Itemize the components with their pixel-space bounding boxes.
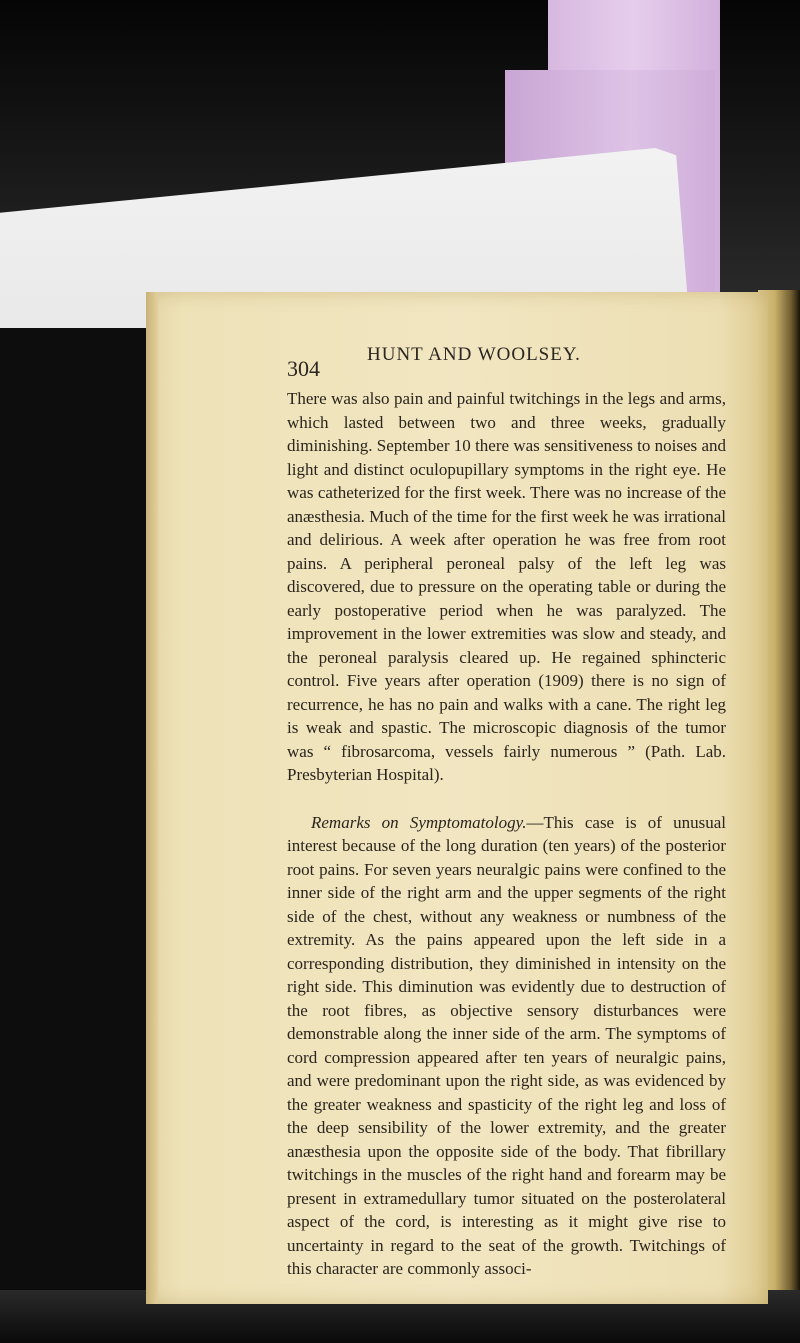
page-number: 304 <box>287 356 320 381</box>
page-gutter-rim <box>146 292 158 1304</box>
paragraph-1: There was also pain and painful twitchings in the legs and arms, which lasted between two and three weeks, gradually diminishing. September 10 there was sensitiveness to noises and light and distinct oculopupillary symptoms in the right eye. He was catheterized for the first week. There was no increase of the anæsthesia. Much of the time for the first week he was irrational and delirious. A week after operation he was free from root pains. A peripheral peroneal palsy of the left leg was discovered, due to pressure on the operating table or during the early postoperative period when he was paralyzed. The improvement in the lower extremities was slow and steady, and the peroneal paralysis cleared up. He regained sphincteric control. Five years after operation (1909) there is no sign of recurrence, he has no pain and walks with a cane. The right leg is weak and spastic. The microscopic diagnosis of the tumor was “ fibrosarcoma, vessels fairly numerous ” (Path. Lab. Presbyterian Hospital). <box>287 389 726 784</box>
paragraph-2-body: —This case is of unusual interest because of the long duration (ten years) of the posterior root pains. For seven years neuralgic pains were confined to the inner side of the right arm and the upper segments of the right side of the chest, without any weakness or numbness of the extremity. As the pains appeared upon the left side in a corresponding distribution, they diminished in intensity on the right side. This diminution was evidently due to destruction of the root fibres, as objective sensory disturbances were demonstrable along the inner side of the arm. The symptoms of cord compression appeared after ten years of neuralgic pains, and were predominant upon the right side, as was evidenced by the greater weakness and spasticity of the right leg and loss of the deep sensibility of the lower extremity, and the greater anæsthesia upon the opposite side of the body. That fibrillary twitchings in the muscles of the right hand and forearm may be present in extramedullary tumor situated on the posterolateral aspect of the cord, is interesting as it might give rise to uncertainty in regard to the seat of the growth. Twitchings of this character are commonly associ- <box>287 812 726 1278</box>
body-text <box>287 387 726 1281</box>
paragraph-2 <box>287 811 726 1281</box>
running-head: HUNT AND WOOLSEY. <box>367 344 581 365</box>
section-heading-remarks: Remarks on Symptomatology. <box>311 812 527 832</box>
